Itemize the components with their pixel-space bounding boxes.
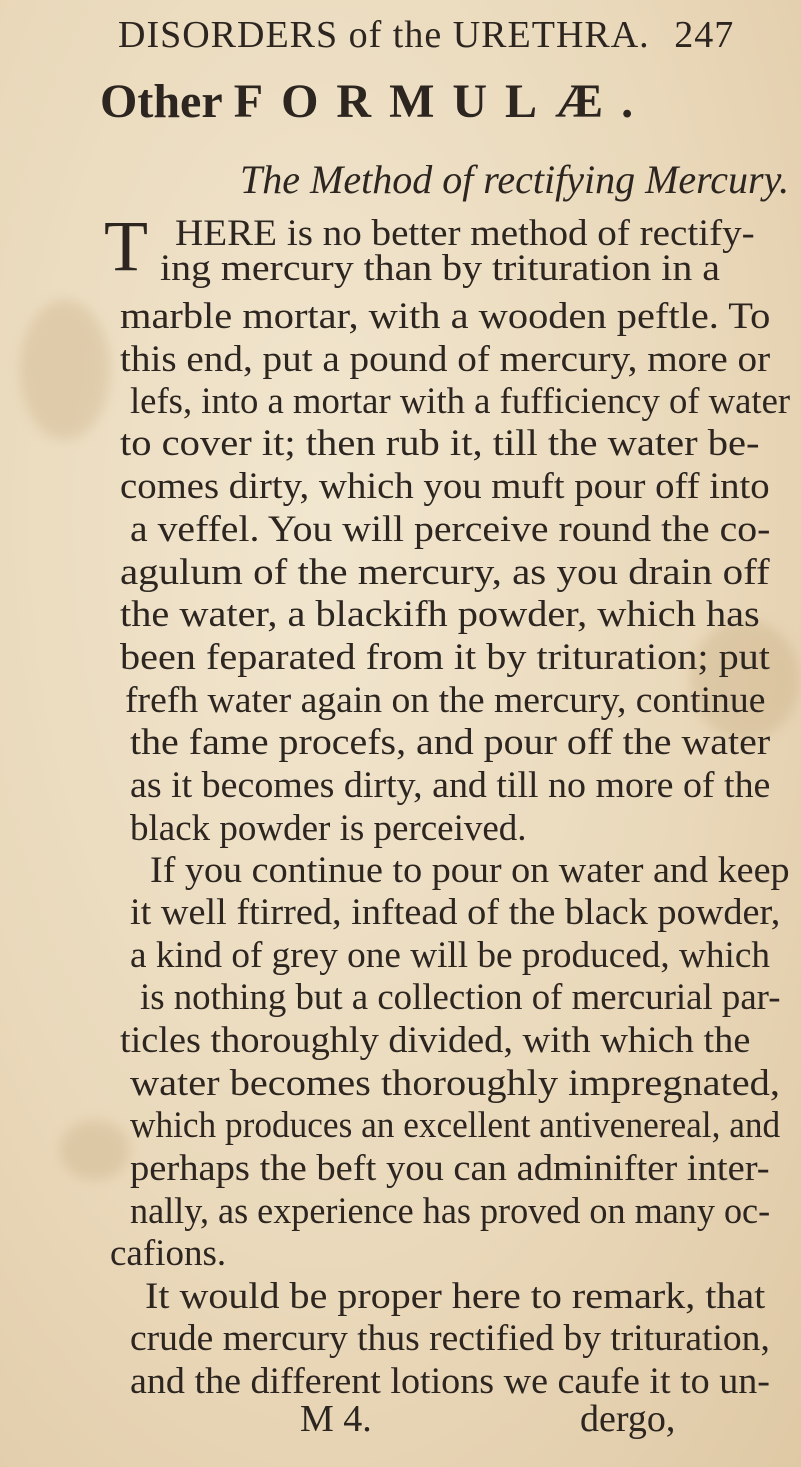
text-line: black powder is perceived. bbox=[130, 808, 527, 849]
text-line: nally, as experience has proved on many oc- bbox=[130, 1191, 771, 1232]
text-line: marble mortar, with a wooden peftle. To bbox=[120, 296, 771, 337]
text-line: it well ftirred, inftead of the black powder, bbox=[130, 892, 781, 933]
drop-cap: T bbox=[104, 206, 148, 286]
text-line: HERE is no better method of rectify- bbox=[175, 213, 755, 254]
text-line: perhaps the beft you can adminifter inter- bbox=[130, 1148, 770, 1189]
text-line: water becomes thoroughly impregnated, bbox=[130, 1063, 780, 1104]
text-line: been feparated from it by trituration; put bbox=[120, 637, 770, 678]
text-line: comes dirty, which you muft pour off into bbox=[120, 466, 770, 507]
text-line: this end, put a pound of mercury, more or bbox=[120, 339, 771, 380]
text-line: is nothing but a collection of mercurial par- bbox=[140, 977, 781, 1018]
section-subtitle: The Method of rectifying Mercury. bbox=[240, 157, 790, 202]
text-line: as it becomes dirty, and till no more of the bbox=[130, 765, 771, 806]
text-line: crude mercury thus rectified by trituration, bbox=[130, 1318, 770, 1359]
text-line: ing mercury than by trituration in a bbox=[160, 248, 720, 289]
text-line: the water, a blackifh powder, which has bbox=[120, 594, 760, 635]
text-line: and the different lotions we caufe it to un- bbox=[130, 1361, 770, 1402]
text-line: lefs, into a mortar with a fufficiency of water bbox=[130, 381, 791, 422]
paper-stain bbox=[60, 1120, 130, 1180]
paper-stain bbox=[20, 300, 110, 440]
heading-prefix: Other bbox=[100, 75, 222, 128]
text-line: a veffel. You will perceive round the co- bbox=[130, 509, 771, 550]
section-heading bbox=[100, 75, 652, 128]
running-head bbox=[118, 16, 734, 54]
catchword: dergo, bbox=[580, 1398, 676, 1440]
text-line: to cover it; then rub it, till the water be- bbox=[120, 423, 760, 464]
text-line: which produces an excellent antivenereal, and bbox=[130, 1105, 781, 1146]
signature-mark: M 4. bbox=[300, 1398, 372, 1440]
page-number: 247 bbox=[674, 14, 735, 56]
text-line: If you continue to pour on water and keep bbox=[150, 850, 790, 891]
text-line: ticles thoroughly divided, with which the bbox=[120, 1020, 751, 1061]
text-line: a kind of grey one will be produced, which bbox=[130, 935, 771, 976]
text-line: cafions. bbox=[110, 1233, 227, 1274]
text-line: It would be proper here to remark, that bbox=[145, 1276, 766, 1317]
text-line: frefh water again on the mercury, continue bbox=[125, 680, 766, 721]
heading-word: FORMULÆ. bbox=[233, 75, 652, 128]
text-line: the fame procefs, and pour off the water bbox=[130, 722, 771, 763]
text-line: agulum of the mercury, as you drain off bbox=[120, 552, 770, 593]
running-head-title: DISORDERS of the URETHRA. bbox=[118, 14, 650, 56]
